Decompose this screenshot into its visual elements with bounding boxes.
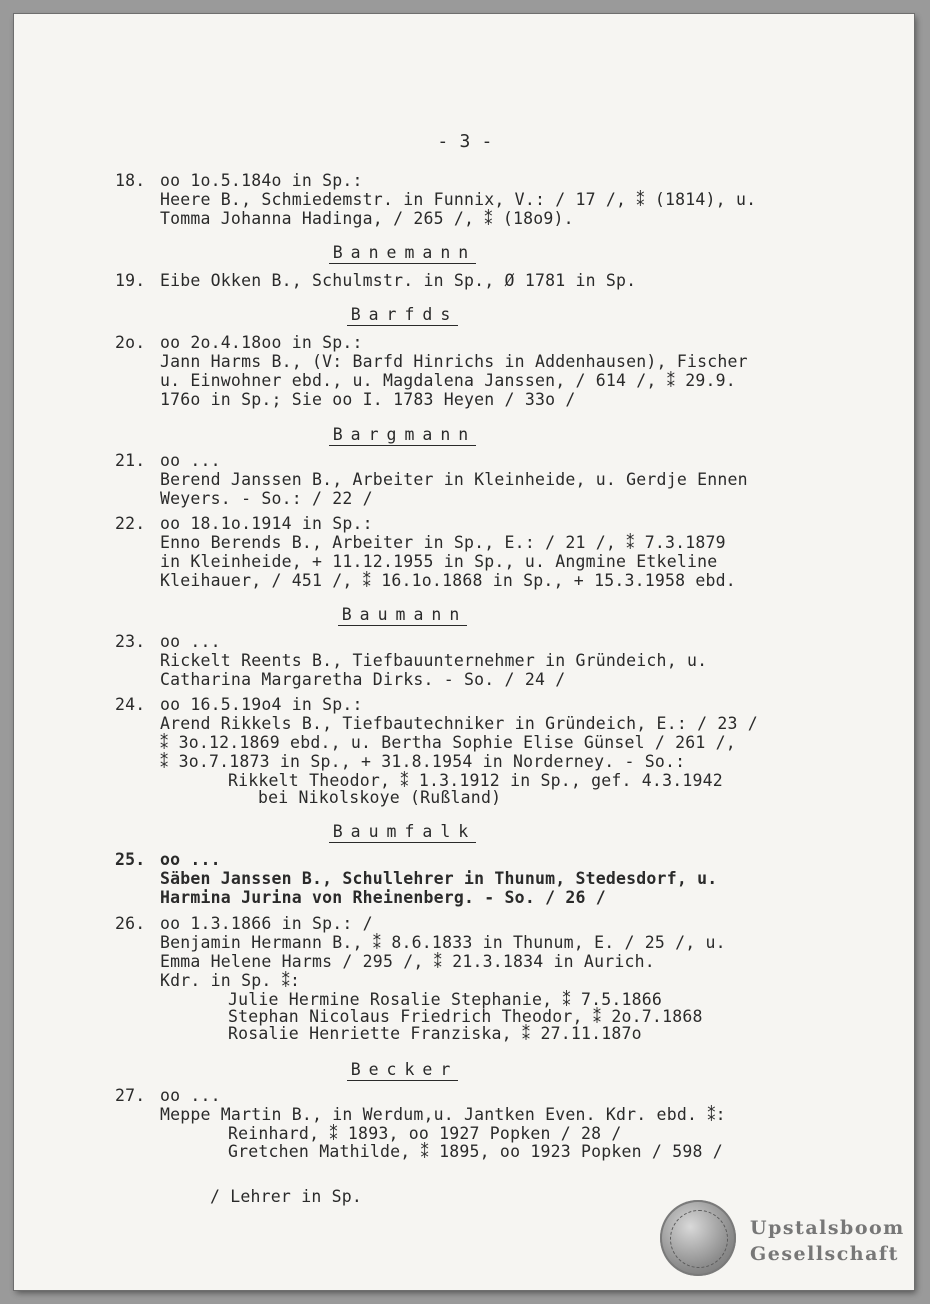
entry-line: oo 18.1o.1914 in Sp.: [160, 514, 373, 533]
footnote: / Lehrer in Sp. [210, 1187, 363, 1206]
logo-line-2: Gesellschaft [750, 1243, 899, 1265]
entry-line: Rikkelt Theodor, ⁑ 1.3.1912 in Sp., gef. 4.3.1942 [228, 771, 723, 790]
section-heading: Becker [0, 1061, 805, 1079]
entry-line: Jann Harms B., (V: Barfd Hinrichs in Addenhausen), Fischer [160, 352, 748, 371]
entry-number: 22. [115, 514, 146, 533]
entry-line: Emma Helene Harms / 295 /, ⁑ 21.3.1834 in Aurich. [160, 952, 655, 971]
entry-line: oo ... [160, 451, 221, 470]
section-heading: Baumann [0, 606, 805, 624]
entry-line: Harmina Jurina von Rheinenberg. - So. / 26 / [160, 888, 606, 907]
entry-line: oo 16.5.19o4 in Sp.: [160, 695, 363, 714]
entry-line: oo ... [160, 1086, 221, 1105]
entry-number: 25. [115, 850, 146, 869]
entry-number: 2o. [115, 333, 146, 352]
entry-line: oo ... [160, 850, 221, 869]
entry-line: Stephan Nicolaus Friedrich Theodor, ⁑ 2o.7.1868 [228, 1007, 703, 1026]
entry-line: ⁑ 3o.7.1873 in Sp., + 31.8.1954 in Norderney. - So.: [160, 752, 686, 771]
section-heading: Banemann [0, 244, 805, 262]
society-seal-icon [660, 1200, 736, 1276]
section-heading: Bargmann [0, 426, 805, 444]
entry-line: oo 1.3.1866 in Sp.: / [160, 914, 373, 933]
entry-line: in Kleinheide, + 11.12.1955 in Sp., u. Angmine Etkeline [160, 552, 718, 571]
entry-line: oo ... [160, 632, 221, 651]
section-heading: Baumfalk [0, 823, 805, 841]
entry-line: 176o in Sp.; Sie oo I. 1783 Heyen / 33o / [160, 390, 576, 409]
entry-number: 26. [115, 914, 146, 933]
entry-line: Tomma Johanna Hadinga, / 265 /, ⁑ (18o9). [160, 209, 574, 228]
entry-line: Berend Janssen B., Arbeiter in Kleinheide, u. Gerdje Ennen [160, 470, 748, 489]
logo-line-1: Upstalsboom [750, 1217, 905, 1239]
entry-line: Eibe Okken B., Schulmstr. in Sp., Ø 1781 in Sp. [160, 271, 637, 290]
entry-line: Reinhard, ⁑ 1893, oo 1927 Popken / 28 / [228, 1124, 622, 1143]
entry-number: 21. [115, 451, 146, 470]
page-number: - 3 - [437, 131, 493, 152]
entry-number: 27. [115, 1086, 146, 1105]
entry-line: Enno Berends B., Arbeiter in Sp., E.: / 21 /, ⁑ 7.3.1879 [160, 533, 726, 552]
entry-line: u. Einwohner ebd., u. Magdalena Janssen, / 614 /, ⁑ 29.9. [160, 371, 736, 390]
entry-line: Kleihauer, / 451 /, ⁑ 16.1o.1868 in Sp., + 15.3.1958 ebd. [160, 571, 736, 590]
entry-line: oo 1o.5.184o in Sp.: [160, 171, 363, 190]
entry-line: Meppe Martin B., in Werdum,u. Jantken Even. Kdr. ebd. ⁑: [160, 1105, 726, 1124]
entry-line: Weyers. - So.: / 22 / [160, 489, 373, 508]
entry-line: Rickelt Reents B., Tiefbauunternehmer in Gründeich, u. [160, 651, 708, 670]
entry-number: 18. [115, 171, 146, 190]
entry-number: 19. [115, 271, 146, 290]
entry-line: ⁑ 3o.12.1869 ebd., u. Bertha Sophie Elise Günsel / 261 /, [160, 733, 736, 752]
section-heading: Barfds [0, 306, 805, 324]
entry-number: 24. [115, 695, 146, 714]
entry-line: Julie Hermine Rosalie Stephanie, ⁑ 7.5.1866 [228, 990, 663, 1009]
entry-number: 23. [115, 632, 146, 651]
entry-line: Arend Rikkels B., Tiefbautechniker in Gründeich, E.: / 23 / [160, 714, 758, 733]
entry-line: bei Nikolskoye (Rußland) [258, 788, 502, 807]
entry-line: oo 2o.4.18oo in Sp.: [160, 333, 363, 352]
entry-line: Heere B., Schmiedemstr. in Funnix, V.: / 17 /, ⁑ (1814), u. [160, 190, 757, 209]
entry-line: Säben Janssen B., Schullehrer in Thunum, Stedesdorf, u. [160, 869, 718, 888]
entry-line: Gretchen Mathilde, ⁑ 1895, oo 1923 Popken / 598 / [228, 1142, 723, 1161]
entry-line: Kdr. in Sp. ⁑: [160, 971, 301, 990]
entry-line: Benjamin Hermann B., ⁑ 8.6.1833 in Thunum, E. / 25 /, u. [160, 933, 726, 952]
entry-line: Catharina Margaretha Dirks. - So. / 24 / [160, 670, 566, 689]
entry-line: Rosalie Henriette Franziska, ⁑ 27.11.187o [228, 1024, 642, 1043]
